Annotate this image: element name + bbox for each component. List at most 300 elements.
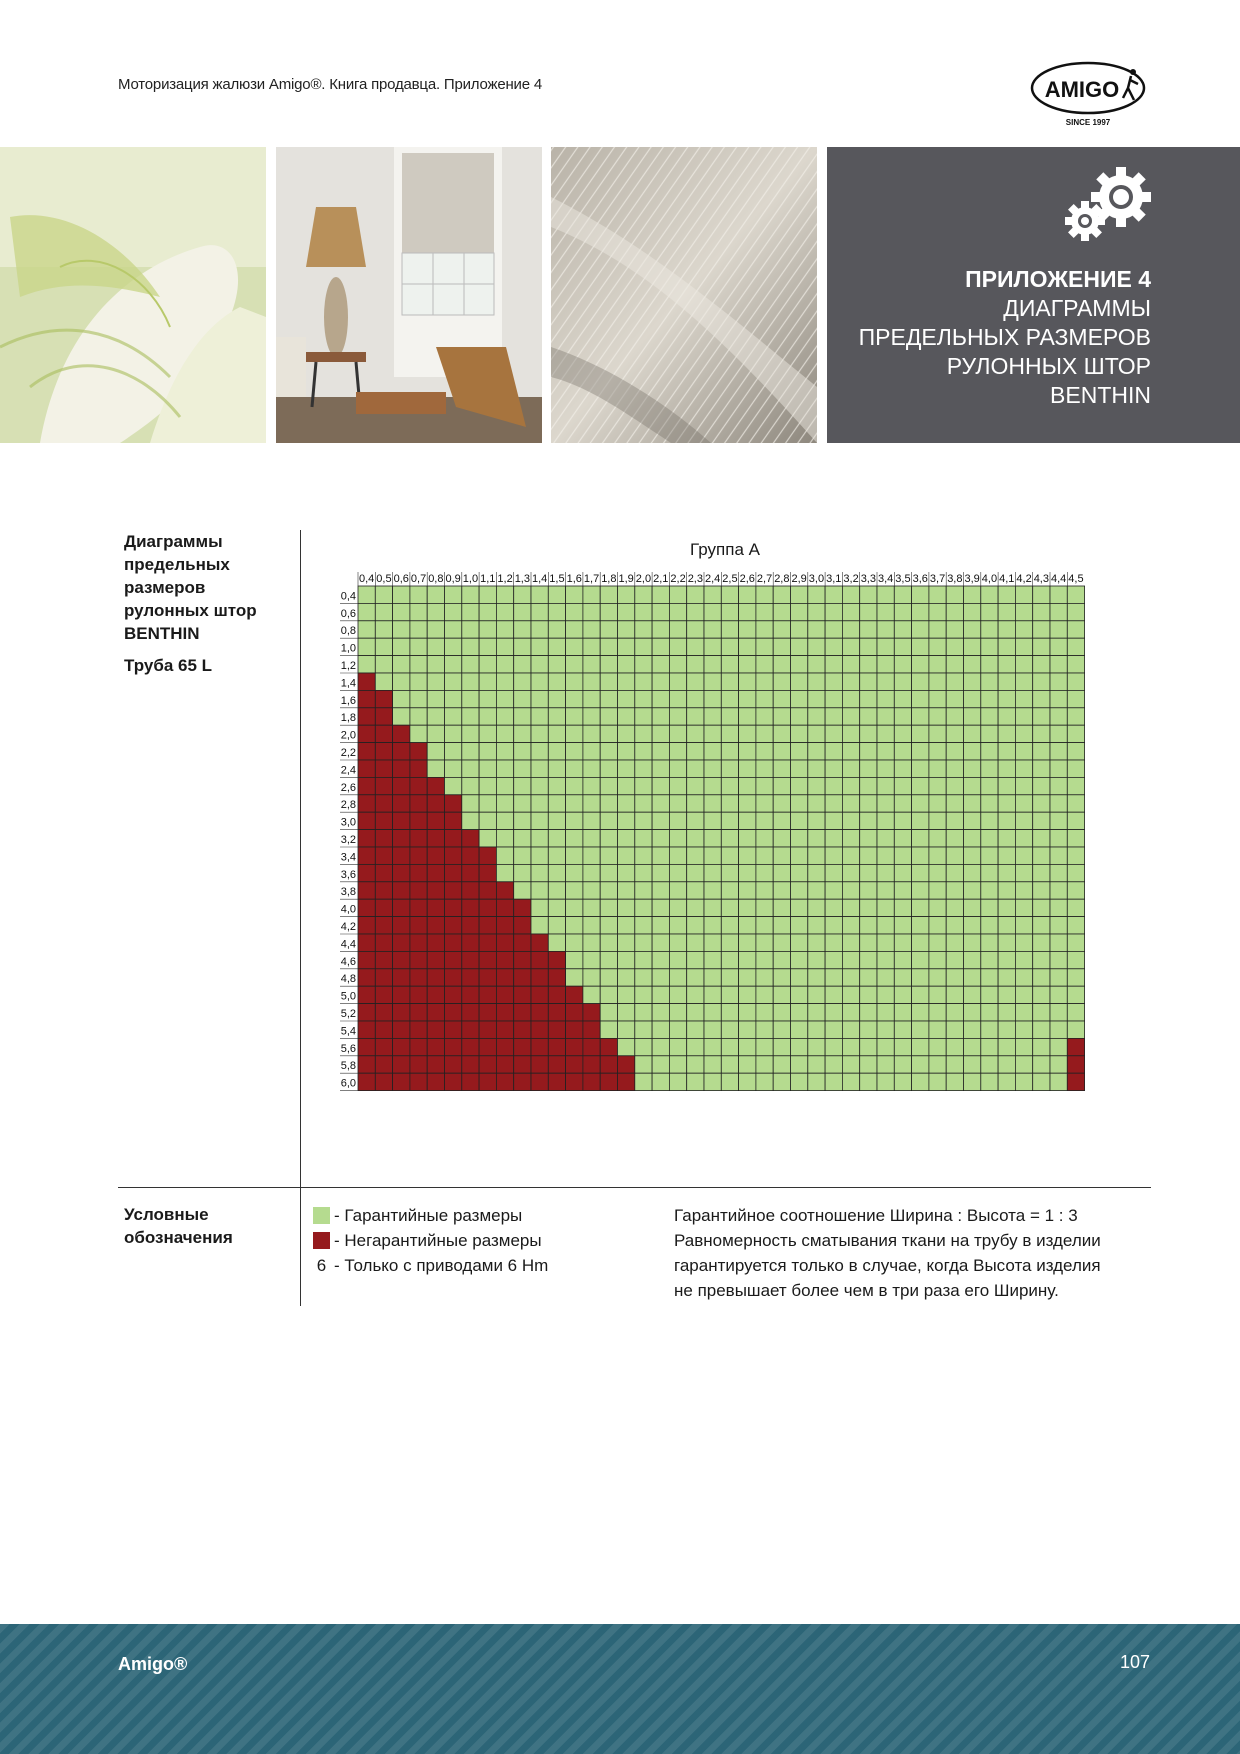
cell-guaranteed <box>964 899 981 916</box>
cell-guaranteed <box>652 603 669 620</box>
cell-guaranteed <box>998 673 1015 690</box>
cell-guaranteed <box>600 899 617 916</box>
cell-guaranteed <box>566 969 583 986</box>
cell-not-guaranteed <box>358 795 375 812</box>
cell-guaranteed <box>652 986 669 1003</box>
cell-guaranteed <box>842 795 859 812</box>
cell-guaranteed <box>981 1038 998 1055</box>
cell-guaranteed <box>877 917 894 934</box>
cell-guaranteed <box>791 795 808 812</box>
cell-guaranteed <box>998 795 1015 812</box>
cell-guaranteed <box>739 951 756 968</box>
cell-not-guaranteed <box>445 864 462 881</box>
cell-guaranteed <box>929 760 946 777</box>
cell-guaranteed <box>618 743 635 760</box>
cell-guaranteed <box>1067 603 1084 620</box>
cell-guaranteed <box>894 1038 911 1055</box>
cell-guaranteed <box>583 725 600 742</box>
cell-guaranteed <box>756 882 773 899</box>
cell-guaranteed <box>462 690 479 707</box>
cell-guaranteed <box>635 917 652 934</box>
cell-not-guaranteed <box>410 760 427 777</box>
cell-guaranteed <box>1050 830 1067 847</box>
cell-guaranteed <box>496 760 513 777</box>
cell-guaranteed <box>808 777 825 794</box>
cell-guaranteed <box>946 795 963 812</box>
cell-guaranteed <box>1067 777 1084 794</box>
cell-guaranteed <box>912 917 929 934</box>
cell-guaranteed <box>600 882 617 899</box>
cell-guaranteed <box>773 1021 790 1038</box>
cell-guaranteed <box>825 847 842 864</box>
cell-guaranteed <box>600 638 617 655</box>
cell-guaranteed <box>393 708 410 725</box>
cell-guaranteed <box>773 934 790 951</box>
cell-guaranteed <box>929 638 946 655</box>
cell-guaranteed <box>808 708 825 725</box>
note-line: Равномерность сматывания ткани на трубу в изделии <box>674 1231 1101 1250</box>
cell-guaranteed <box>739 812 756 829</box>
cell-guaranteed <box>964 795 981 812</box>
cell-guaranteed <box>860 969 877 986</box>
cell-guaranteed <box>1015 603 1032 620</box>
cell-guaranteed <box>894 621 911 638</box>
cell-guaranteed <box>1067 725 1084 742</box>
cell-not-guaranteed <box>514 1021 531 1038</box>
cell-not-guaranteed <box>358 951 375 968</box>
cell-guaranteed <box>514 760 531 777</box>
cell-guaranteed <box>998 951 1015 968</box>
cell-guaranteed <box>393 586 410 603</box>
cell-guaranteed <box>721 777 738 794</box>
cell-guaranteed <box>946 864 963 881</box>
cell-not-guaranteed <box>445 951 462 968</box>
cell-guaranteed <box>618 847 635 864</box>
cell-guaranteed <box>600 656 617 673</box>
cell-guaranteed <box>842 777 859 794</box>
cell-guaranteed <box>842 725 859 742</box>
cell-guaranteed <box>1050 725 1067 742</box>
cell-guaranteed <box>462 725 479 742</box>
cell-guaranteed <box>981 969 998 986</box>
cell-guaranteed <box>825 934 842 951</box>
cell-guaranteed <box>583 934 600 951</box>
x-tick-label: 3,6 <box>912 573 928 585</box>
cell-guaranteed <box>981 986 998 1003</box>
cell-guaranteed <box>566 899 583 916</box>
cell-guaranteed <box>1067 812 1084 829</box>
y-tick-label: 5,6 <box>340 1042 356 1055</box>
cell-guaranteed <box>652 586 669 603</box>
cell-guaranteed <box>912 899 929 916</box>
interior-photo <box>276 147 542 443</box>
cell-not-guaranteed <box>548 1073 565 1090</box>
cell-not-guaranteed <box>393 986 410 1003</box>
x-tick-label: 4,5 <box>1068 573 1084 585</box>
cell-guaranteed <box>635 1021 652 1038</box>
cell-not-guaranteed <box>393 847 410 864</box>
cell-not-guaranteed <box>531 951 548 968</box>
cell-not-guaranteed <box>375 1056 392 1073</box>
cell-guaranteed <box>1015 882 1032 899</box>
cell-guaranteed <box>721 917 738 934</box>
cell-guaranteed <box>704 795 721 812</box>
x-tick-label: 0,4 <box>359 573 375 585</box>
cell-guaranteed <box>808 812 825 829</box>
cell-guaranteed <box>808 951 825 968</box>
cell-guaranteed <box>652 847 669 864</box>
cell-guaranteed <box>842 1073 859 1090</box>
cell-guaranteed <box>462 760 479 777</box>
cell-guaranteed <box>635 743 652 760</box>
cell-guaranteed <box>652 656 669 673</box>
cell-guaranteed <box>566 673 583 690</box>
cell-guaranteed <box>704 760 721 777</box>
cell-guaranteed <box>704 882 721 899</box>
cell-guaranteed <box>669 1021 686 1038</box>
cell-not-guaranteed <box>1067 1073 1084 1090</box>
cell-guaranteed <box>1033 917 1050 934</box>
section-title-line: BENTHIN <box>124 624 200 643</box>
cell-guaranteed <box>791 656 808 673</box>
cell-guaranteed <box>566 621 583 638</box>
cell-guaranteed <box>635 777 652 794</box>
cell-guaranteed <box>894 951 911 968</box>
section-title <box>124 530 294 677</box>
cell-guaranteed <box>548 760 565 777</box>
cell-not-guaranteed <box>445 830 462 847</box>
cell-guaranteed <box>981 830 998 847</box>
y-tick-label: 6,0 <box>340 1077 356 1090</box>
cell-guaranteed <box>548 777 565 794</box>
cell-not-guaranteed <box>618 1073 635 1090</box>
cell-not-guaranteed <box>375 1038 392 1055</box>
cell-guaranteed <box>894 795 911 812</box>
cell-guaranteed <box>964 986 981 1003</box>
cell-guaranteed <box>566 830 583 847</box>
cell-guaranteed <box>756 673 773 690</box>
cell-not-guaranteed <box>514 1038 531 1055</box>
cell-guaranteed <box>600 673 617 690</box>
cell-guaranteed <box>912 760 929 777</box>
cell-not-guaranteed <box>479 1021 496 1038</box>
cell-guaranteed <box>860 1056 877 1073</box>
cell-guaranteed <box>791 760 808 777</box>
legend-title <box>124 1203 233 1249</box>
cell-guaranteed <box>652 673 669 690</box>
cell-guaranteed <box>946 690 963 707</box>
cell-guaranteed <box>964 917 981 934</box>
cell-guaranteed <box>721 1004 738 1021</box>
cell-guaranteed <box>531 812 548 829</box>
cell-not-guaranteed <box>1067 1038 1084 1055</box>
cell-guaranteed <box>877 690 894 707</box>
cell-guaranteed <box>894 586 911 603</box>
cell-guaranteed <box>964 882 981 899</box>
cell-guaranteed <box>669 1038 686 1055</box>
cell-guaranteed <box>618 1021 635 1038</box>
cell-guaranteed <box>393 673 410 690</box>
cell-not-guaranteed <box>548 969 565 986</box>
cell-guaranteed <box>583 603 600 620</box>
cell-guaranteed <box>808 690 825 707</box>
cell-guaranteed <box>964 656 981 673</box>
section-title-line: рулонных штор <box>124 601 257 620</box>
cell-not-guaranteed <box>410 882 427 899</box>
cell-not-guaranteed <box>427 882 444 899</box>
cell-guaranteed <box>721 586 738 603</box>
cell-guaranteed <box>773 586 790 603</box>
cell-guaranteed <box>635 951 652 968</box>
cell-guaranteed <box>1015 586 1032 603</box>
cell-guaranteed <box>877 725 894 742</box>
cell-not-guaranteed <box>410 830 427 847</box>
cell-guaranteed <box>808 725 825 742</box>
cell-guaranteed <box>860 1021 877 1038</box>
cell-not-guaranteed <box>393 725 410 742</box>
cell-guaranteed <box>964 934 981 951</box>
x-tick-label: 1,8 <box>601 573 617 585</box>
cell-guaranteed <box>825 621 842 638</box>
cell-guaranteed <box>842 760 859 777</box>
cell-guaranteed <box>998 1004 1015 1021</box>
cell-guaranteed <box>946 1021 963 1038</box>
x-tick-label: 3,9 <box>964 573 980 585</box>
cell-not-guaranteed <box>548 986 565 1003</box>
cell-not-guaranteed <box>445 812 462 829</box>
y-tick-label: 5,2 <box>340 1008 356 1020</box>
cell-guaranteed <box>998 1056 1015 1073</box>
cell-not-guaranteed <box>358 812 375 829</box>
cell-guaranteed <box>842 1056 859 1073</box>
cell-guaranteed <box>946 673 963 690</box>
cell-guaranteed <box>652 638 669 655</box>
cell-guaranteed <box>1033 830 1050 847</box>
cell-guaranteed <box>842 673 859 690</box>
cell-not-guaranteed <box>427 917 444 934</box>
cell-guaranteed <box>756 656 773 673</box>
cell-guaranteed <box>981 1004 998 1021</box>
cell-guaranteed <box>1015 986 1032 1003</box>
cell-guaranteed <box>1067 673 1084 690</box>
cell-not-guaranteed <box>462 969 479 986</box>
cell-guaranteed <box>704 899 721 916</box>
cell-guaranteed <box>687 847 704 864</box>
x-tick-label: 2,2 <box>670 573 686 585</box>
cell-guaranteed <box>618 899 635 916</box>
cell-guaranteed <box>618 760 635 777</box>
cell-not-guaranteed <box>462 1056 479 1073</box>
cell-guaranteed <box>548 934 565 951</box>
cell-not-guaranteed <box>427 969 444 986</box>
cell-guaranteed <box>756 830 773 847</box>
cell-guaranteed <box>894 760 911 777</box>
cell-guaranteed <box>877 882 894 899</box>
cell-guaranteed <box>1033 656 1050 673</box>
cell-guaranteed <box>773 969 790 986</box>
cell-guaranteed <box>669 1073 686 1090</box>
cell-guaranteed <box>618 986 635 1003</box>
cell-not-guaranteed <box>410 1004 427 1021</box>
cell-guaranteed <box>393 621 410 638</box>
cell-guaranteed <box>946 1073 963 1090</box>
cell-guaranteed <box>548 743 565 760</box>
cell-guaranteed <box>496 725 513 742</box>
legend <box>313 1203 548 1278</box>
x-tick-label: 2,8 <box>774 573 790 585</box>
cell-guaranteed <box>531 708 548 725</box>
cell-guaranteed <box>427 673 444 690</box>
cell-guaranteed <box>1033 690 1050 707</box>
cell-guaranteed <box>791 812 808 829</box>
cell-not-guaranteed <box>375 795 392 812</box>
cell-not-guaranteed <box>375 725 392 742</box>
cell-guaranteed <box>462 708 479 725</box>
cell-not-guaranteed <box>566 1056 583 1073</box>
cell-guaranteed <box>929 847 946 864</box>
cell-guaranteed <box>773 673 790 690</box>
cell-guaranteed <box>998 899 1015 916</box>
cell-guaranteed <box>842 934 859 951</box>
cell-guaranteed <box>721 1021 738 1038</box>
legend-label: - Гарантийные размеры <box>334 1206 523 1225</box>
cell-guaranteed <box>704 673 721 690</box>
cell-guaranteed <box>860 1038 877 1055</box>
cell-guaranteed <box>704 1038 721 1055</box>
cell-guaranteed <box>1050 1073 1067 1090</box>
cell-guaranteed <box>964 586 981 603</box>
cell-not-guaranteed <box>583 1038 600 1055</box>
cell-guaranteed <box>842 621 859 638</box>
cell-guaranteed <box>739 777 756 794</box>
cell-guaranteed <box>1050 864 1067 881</box>
cell-guaranteed <box>877 638 894 655</box>
cell-guaranteed <box>618 777 635 794</box>
cell-guaranteed <box>1015 830 1032 847</box>
cell-not-guaranteed <box>496 934 513 951</box>
cell-guaranteed <box>808 969 825 986</box>
cell-guaranteed <box>773 638 790 655</box>
cell-guaranteed <box>445 777 462 794</box>
cell-not-guaranteed <box>496 1004 513 1021</box>
cell-not-guaranteed <box>358 777 375 794</box>
cell-guaranteed <box>704 621 721 638</box>
cell-guaranteed <box>652 760 669 777</box>
cell-guaranteed <box>946 603 963 620</box>
cell-guaranteed <box>756 795 773 812</box>
cell-not-guaranteed <box>496 969 513 986</box>
cell-guaranteed <box>496 795 513 812</box>
cell-guaranteed <box>791 673 808 690</box>
cell-guaranteed <box>860 777 877 794</box>
cell-guaranteed <box>894 917 911 934</box>
y-tick-label: 4,6 <box>340 955 356 968</box>
cell-guaranteed <box>704 934 721 951</box>
cell-not-guaranteed <box>375 917 392 934</box>
cell-guaranteed <box>981 1021 998 1038</box>
cell-guaranteed <box>929 986 946 1003</box>
cell-guaranteed <box>946 621 963 638</box>
cell-guaranteed <box>981 934 998 951</box>
cell-guaranteed <box>687 917 704 934</box>
cell-not-guaranteed <box>358 917 375 934</box>
cell-guaranteed <box>704 986 721 1003</box>
legend-title-line: Условные <box>124 1205 209 1224</box>
cell-not-guaranteed <box>531 969 548 986</box>
cell-guaranteed <box>687 1073 704 1090</box>
cell-guaranteed <box>1067 1021 1084 1038</box>
cell-guaranteed <box>635 899 652 916</box>
cell-guaranteed <box>1015 1021 1032 1038</box>
cell-guaranteed <box>618 1038 635 1055</box>
cell-not-guaranteed <box>427 1056 444 1073</box>
cell-guaranteed <box>739 1021 756 1038</box>
cell-guaranteed <box>964 1004 981 1021</box>
cell-guaranteed <box>1033 760 1050 777</box>
cell-not-guaranteed <box>375 812 392 829</box>
cell-guaranteed <box>669 708 686 725</box>
cell-guaranteed <box>704 777 721 794</box>
cell-guaranteed <box>600 847 617 864</box>
cell-guaranteed <box>894 656 911 673</box>
cell-guaranteed <box>652 777 669 794</box>
cell-guaranteed <box>791 969 808 986</box>
cell-guaranteed <box>912 690 929 707</box>
cell-guaranteed <box>964 760 981 777</box>
cell-guaranteed <box>860 864 877 881</box>
x-tick-label: 1,2 <box>497 573 513 585</box>
cell-guaranteed <box>739 638 756 655</box>
cell-guaranteed <box>739 986 756 1003</box>
cell-guaranteed <box>842 1038 859 1055</box>
x-tick-label: 1,0 <box>462 573 479 585</box>
y-tick-label: 2,6 <box>340 781 356 794</box>
y-tick-label: 0,4 <box>340 590 356 603</box>
cell-guaranteed <box>739 934 756 951</box>
cell-guaranteed <box>912 586 929 603</box>
cell-not-guaranteed <box>375 847 392 864</box>
cell-not-guaranteed <box>445 847 462 864</box>
cell-guaranteed <box>998 586 1015 603</box>
cell-guaranteed <box>496 656 513 673</box>
cell-guaranteed <box>548 673 565 690</box>
cell-guaranteed <box>652 1021 669 1038</box>
cell-not-guaranteed <box>445 934 462 951</box>
cell-guaranteed <box>1033 1038 1050 1055</box>
cell-not-guaranteed <box>531 1004 548 1021</box>
cell-guaranteed <box>358 603 375 620</box>
cell-guaranteed <box>756 917 773 934</box>
cell-guaranteed <box>566 725 583 742</box>
cell-guaranteed <box>445 656 462 673</box>
cell-guaranteed <box>877 986 894 1003</box>
cell-guaranteed <box>791 603 808 620</box>
cell-guaranteed <box>687 690 704 707</box>
cell-guaranteed <box>687 830 704 847</box>
cell-guaranteed <box>514 673 531 690</box>
cell-guaranteed <box>479 603 496 620</box>
cell-guaranteed <box>877 830 894 847</box>
cell-guaranteed <box>635 586 652 603</box>
cell-guaranteed <box>566 951 583 968</box>
cell-guaranteed <box>739 708 756 725</box>
cell-guaranteed <box>548 621 565 638</box>
x-tick-label: 2,4 <box>705 573 721 585</box>
cell-guaranteed <box>877 1056 894 1073</box>
cell-guaranteed <box>669 603 686 620</box>
cell-guaranteed <box>393 690 410 707</box>
cell-not-guaranteed <box>427 1004 444 1021</box>
